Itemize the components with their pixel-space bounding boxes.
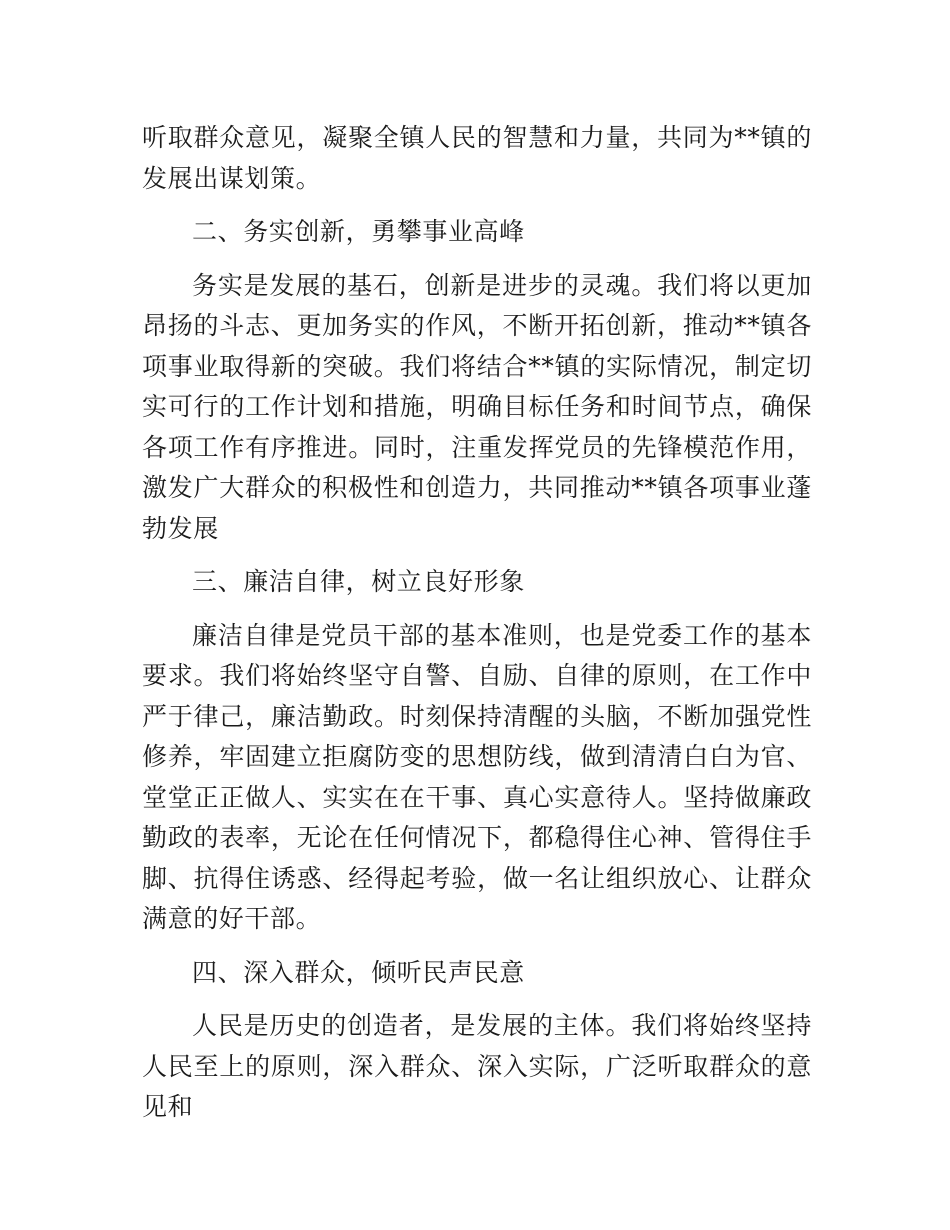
document-body bbox=[142, 118, 812, 1141]
paragraph-people: 人民是历史的创造者，是发展的主体。我们将始终坚持人民至上的原则，深入群众、深入实际，广泛听取群众的意见和 bbox=[142, 1011, 812, 1121]
paragraph-integrity: 廉洁自律是党员干部的基本准则，也是党委工作的基本要求。我们将始终坚守自警、自励、自律的原则，在工作中严于律己，廉洁勤政。时刻保持清醒的头脑，不断加强党性修养，牢固建立拒腐防变的思想防线，做到清清白白为官、堂堂正正做人、实实在在干事、真心实意待人。坚持做廉政勤政的表率，无论在任何情况下，都稳得住心神、管得住手脚、抗得住诱惑、经得起考验，做一名让组织放心、让群众满意的好干部。 bbox=[142, 620, 812, 933]
section-heading-3: 三、廉洁自律，树立良好形象 bbox=[192, 567, 525, 596]
paragraph-pragmatic-innovation: 务实是发展的基石，创新是进步的灵魂。我们将以更加昂扬的斗志、更加务实的作风，不断开拓创新，推动**镇各项事业取得新的突破。我们将结合**镇的实际情况，制定切实可行的工作计划和措施，明确目标任务和时间节点，确保各项工作有序推进。同时，注重发挥党员的先锋模范作用，激发广大群众的积极性和创造力，共同推动**镇各项事业蓬勃发展 bbox=[142, 270, 812, 543]
paragraph-continuation: 听取群众意见，凝聚全镇人民的智慧和力量，共同为**镇的发展出谋划策。 bbox=[142, 123, 812, 193]
section-heading-4: 四、深入群众，倾听民声民意 bbox=[192, 957, 525, 987]
section-heading-2: 二、务实创新，勇攀事业高峰 bbox=[192, 217, 525, 246]
